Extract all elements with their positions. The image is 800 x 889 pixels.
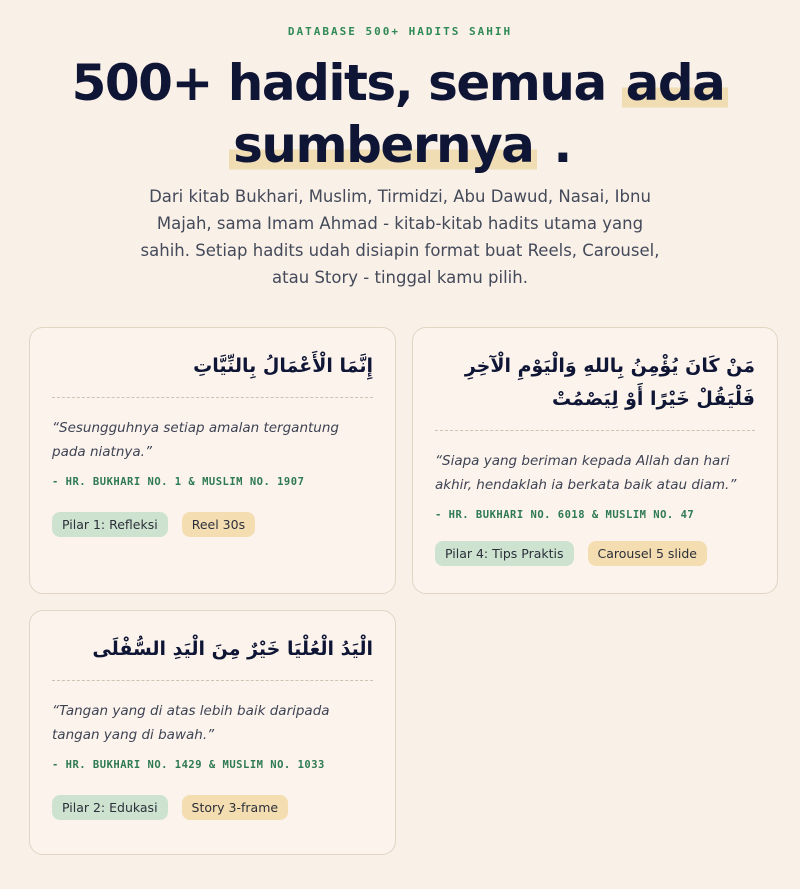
- hadith-translation: “Sesungguhnya setiap amalan tergantung pada niatnya.”: [52, 420, 339, 460]
- intro-paragraph: Dari kitab Bukhari, Muslim, Tirmidzi, Abu Dawud, Nasai, Ibnu Majah, sama Imam Ahmad - kitab-kitab hadits utama yang sahih. Setiap hadits udah disiapin format buat Reels, Carousel, atau Story - tinggal kamu pilih.: [140, 187, 660, 287]
- page-headline: [0, 52, 800, 176]
- hadith-translation: “Siapa yang beriman kepada Allah dan hari akhir, hendaklah ia berkata baik atau diam.”: [435, 453, 737, 493]
- hadith-card-2: [412, 327, 778, 594]
- hadith-arabic-text: الْيَدُ الْعُلْيَا خَيْرٌ مِنَ الْيَدِ السُّفْلَى: [52, 633, 373, 681]
- hadith-tags: [52, 512, 373, 537]
- hadith-source: - HR. BUKHARI NO. 6018 & MUSLIM NO. 47: [435, 509, 695, 521]
- hadith-arabic-text: مَنْ كَانَ يُؤْمِنُ بِاللهِ وَالْيَوْمِ الْآخِرِ فَلْيَقُلْ خَيْرًا أَوْ لِيَصْمُتْ: [435, 350, 755, 431]
- hadith-tags: [435, 541, 755, 566]
- format-tag: Story 3-frame: [182, 795, 289, 820]
- pilar-tag: Pilar 2: Edukasi: [52, 795, 168, 820]
- format-tag: Reel 30s: [182, 512, 255, 537]
- pilar-tag: Pilar 1: Refleksi: [52, 512, 168, 537]
- headline-highlight-sumbernya: sumbernya: [229, 116, 537, 174]
- hadith-source: - HR. BUKHARI NO. 1429 & MUSLIM NO. 1033: [52, 759, 325, 771]
- hadith-card-3: [29, 610, 396, 855]
- hadith-card-1: [29, 327, 396, 594]
- pilar-tag: Pilar 4: Tips Praktis: [435, 541, 574, 566]
- hadith-translation: “Tangan yang di atas lebih baik daripada tangan yang di bawah.”: [52, 703, 330, 743]
- hadith-source: - HR. BUKHARI NO. 1 & MUSLIM NO. 1907: [52, 476, 305, 488]
- format-tag: Carousel 5 slide: [588, 541, 707, 566]
- hadith-tags: [52, 795, 373, 820]
- headline-highlight-ada: ada: [622, 54, 729, 112]
- headline-text: 500+ hadits, semua: [71, 54, 622, 112]
- section-eyebrow: DATABASE 500+ HADITS SAHIH: [287, 25, 513, 38]
- headline-period: .: [537, 116, 571, 174]
- hadith-arabic-text: إِنَّمَا الْأَعْمَالُ بِالنِّيَّاتِ: [52, 350, 373, 398]
